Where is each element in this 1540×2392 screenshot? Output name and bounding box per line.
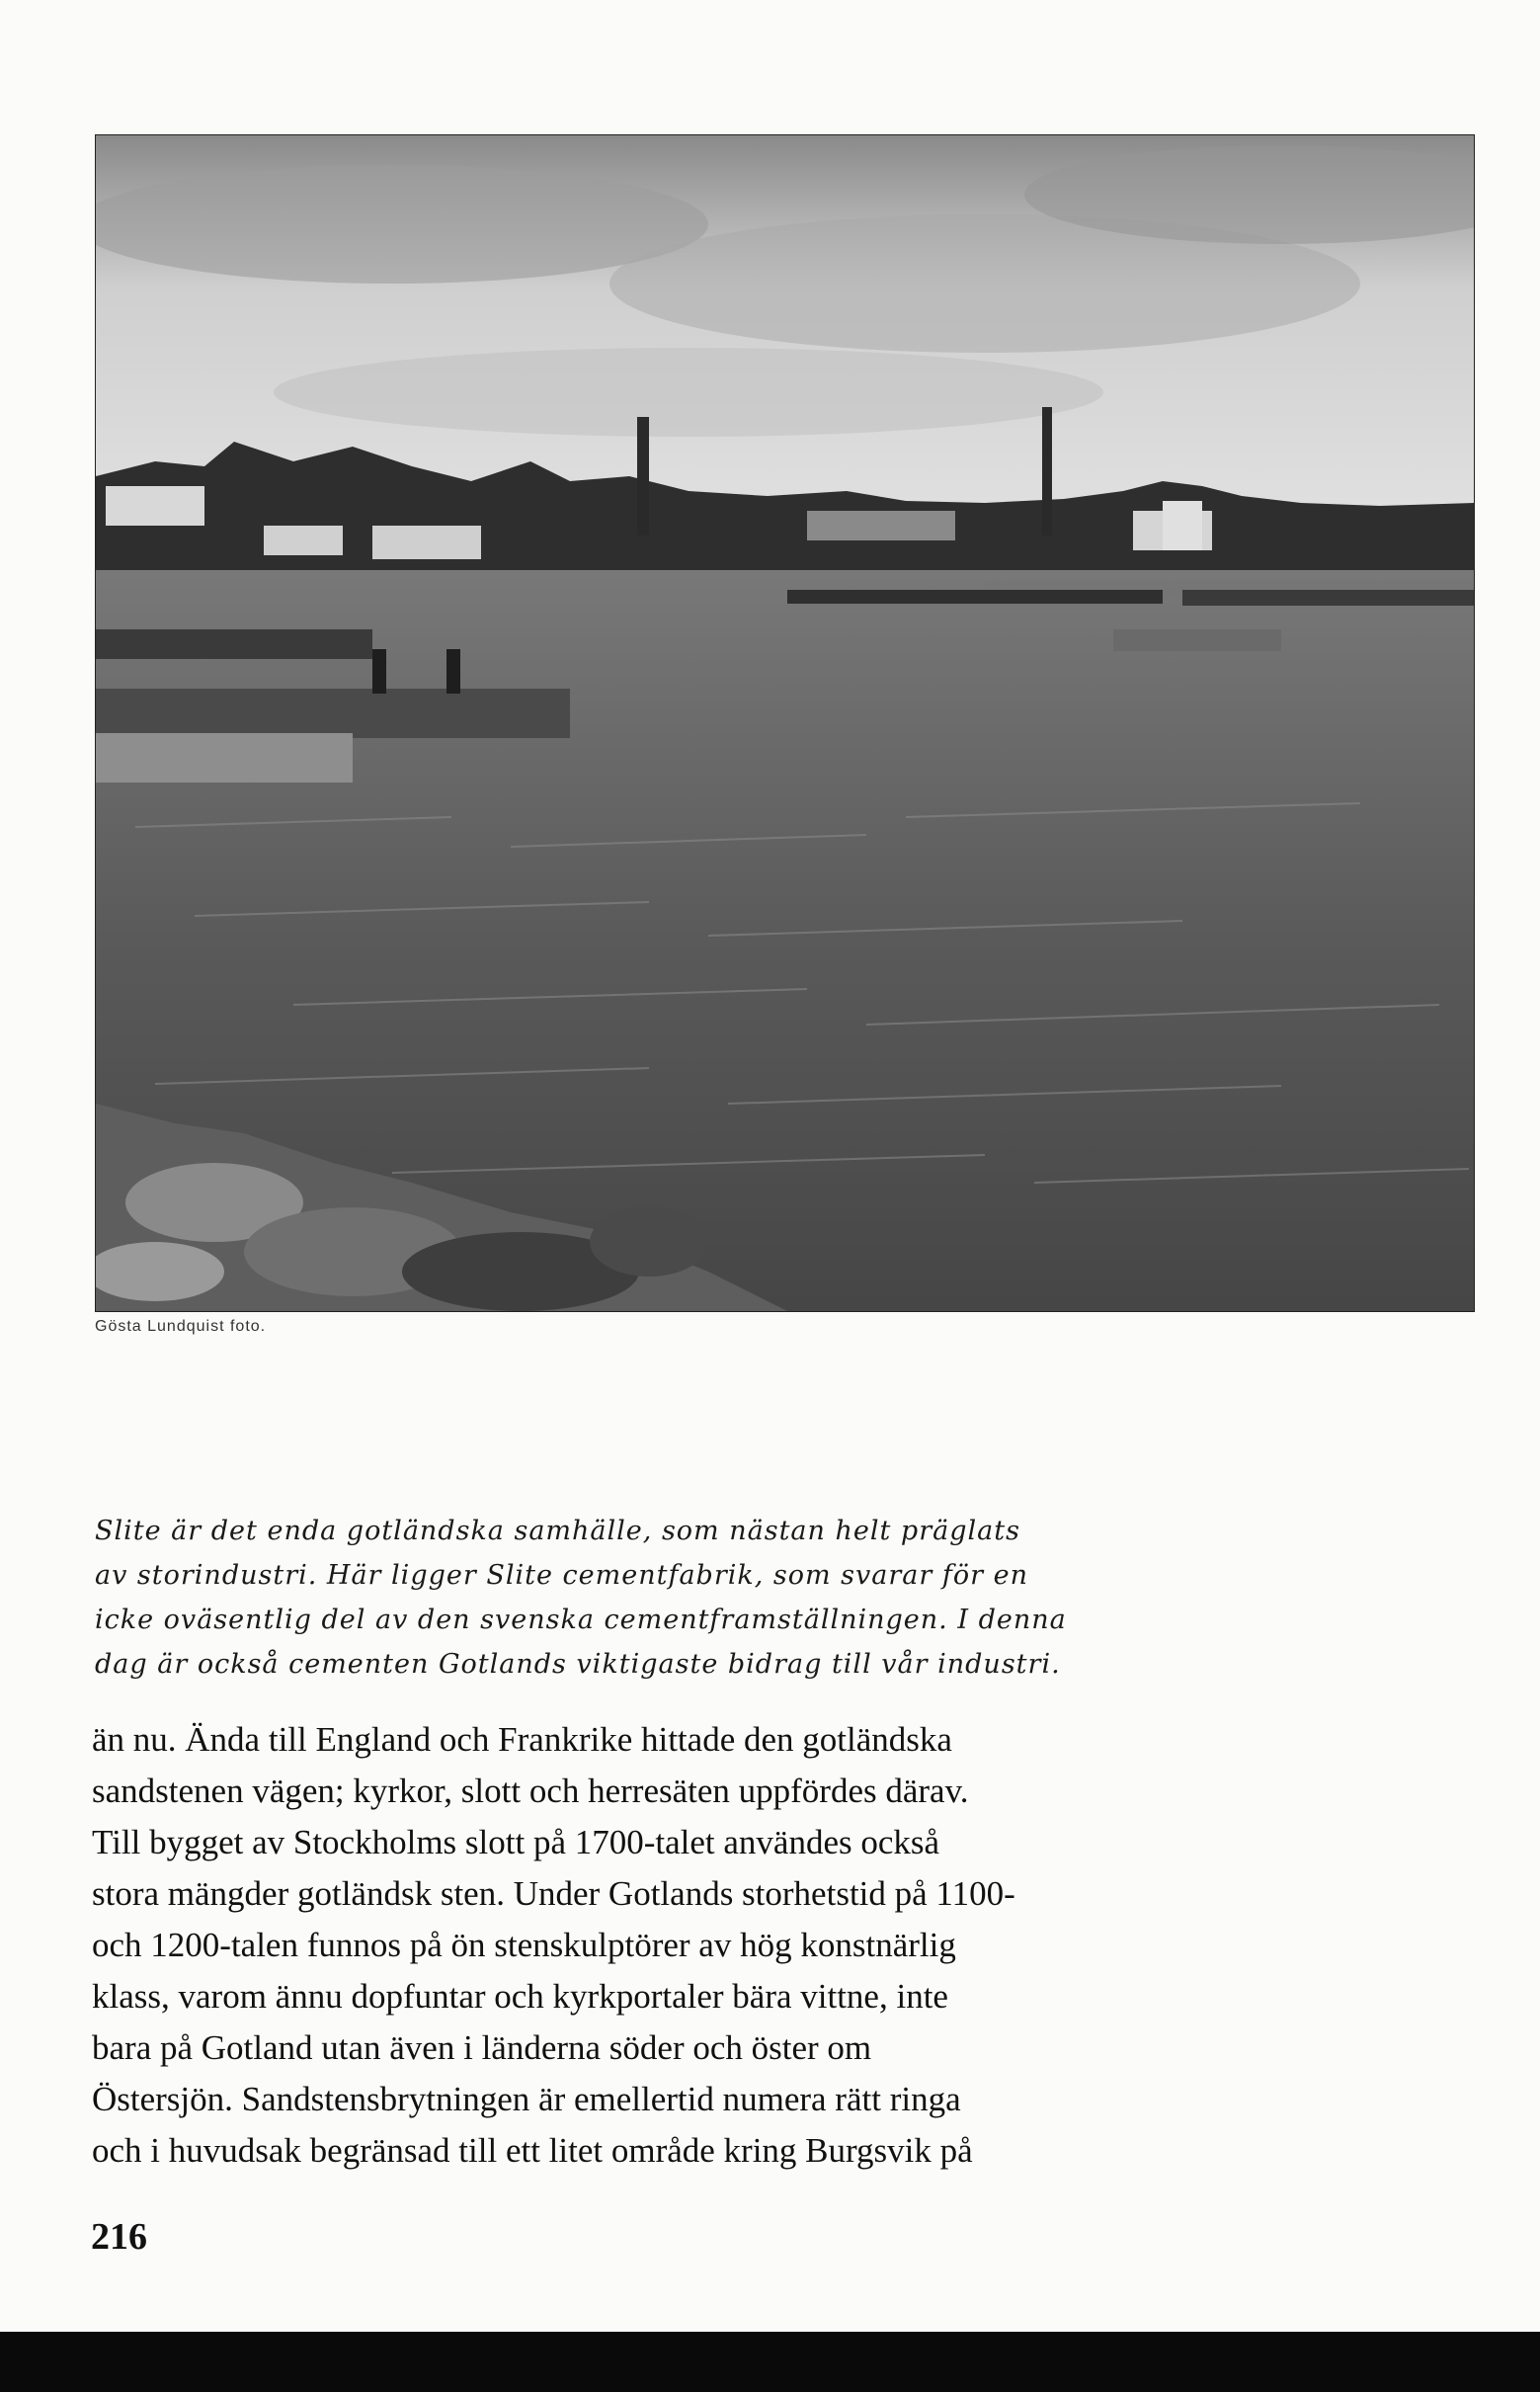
scan-edge-band: [0, 2332, 1540, 2392]
body-line: sandstenen vägen; kyrkor, slott och herresäten uppfördes därav.: [92, 1772, 969, 1810]
body-line: klass, varom ännu dopfuntar och kyrkportaler bära vittne, inte: [92, 1977, 948, 2016]
harbor-photo-illustration: [96, 135, 1474, 1311]
body-paragraph: [92, 1714, 1327, 2177]
page-number: 216: [91, 2216, 147, 2258]
body-line: stora mängder gotländsk sten. Under Gotlands storhetstid på 1100-: [92, 1874, 1015, 1913]
caption-line: dag är också cementen Gotlands viktigaste bidrag till vår industri.: [95, 1649, 1061, 1680]
photo-caption: [95, 1509, 1093, 1687]
body-line: och 1200-talen funnos på ön stenskulptörer av hög konstnärlig: [92, 1926, 956, 1964]
body-line: bara på Gotland utan även i länderna söder och öster om: [92, 2028, 872, 2067]
body-line: Till bygget av Stockholms slott på 1700-talet användes också: [92, 1823, 940, 1861]
body-line: än nu. Ända till England och Frankrike hittade den gotländska: [92, 1720, 952, 1759]
photo-credit: Gösta Lundquist foto.: [95, 1318, 267, 1335]
caption-line: icke oväsentlig del av den svenska cementframställningen. I denna: [95, 1605, 1067, 1635]
harbor-photo: [95, 134, 1475, 1312]
caption-line: Slite är det enda gotländska samhälle, som nästan helt präglats: [95, 1516, 1020, 1546]
body-line: och i huvudsak begränsad till ett litet område kring Burgsvik på: [92, 2131, 973, 2170]
caption-line: av storindustri. Här ligger Slite cementfabrik, som svarar för en: [95, 1560, 1028, 1591]
body-line: Östersjön. Sandstensbrytningen är emellertid numera rätt ringa: [92, 2080, 961, 2118]
